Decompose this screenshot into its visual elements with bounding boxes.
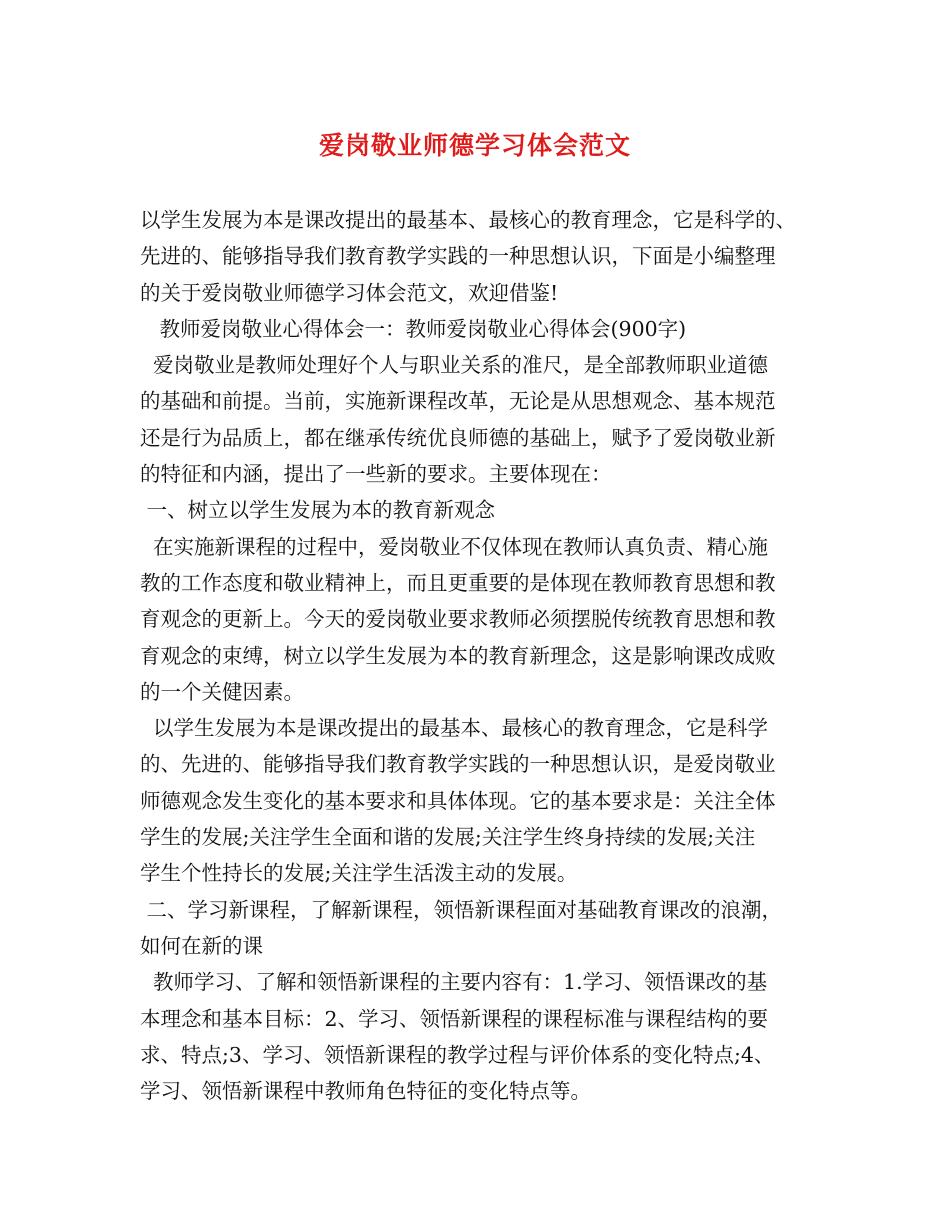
body-line: 爱岗敬业是教师处理好个人与职业关系的准尺，是全部教师职业道德 <box>140 353 769 378</box>
body-line: 的特征和内涵，提出了一些新的要求。主要体现在： <box>140 462 612 487</box>
body-line: 教师学习、了解和领悟新课程的主要内容有：1.学习、领悟课改的基 <box>140 970 768 995</box>
body-line: 学生个性持长的发展;关注学生活泼主动的发展。 <box>140 861 578 886</box>
body-line: 教师爱岗敬业心得体会一：教师爱岗敬业心得体会(900字) <box>140 316 687 341</box>
body-line: 以学生发展为本是课改提出的最基本、最核心的教育理念，它是科学 <box>140 716 769 741</box>
body-line: 师德观念发生变化的基本要求和具体体现。它的基本要求是：关注全体 <box>140 788 776 813</box>
document-title: 爱岗敬业师德学习体会范文 <box>318 131 631 160</box>
body-line: 本理念和基本目标：2、学习、领悟新课程的课程标准与课程结构的要 <box>140 1006 769 1031</box>
body-line: 教的工作态度和敬业精神上，而且更重要的是体现在教师教育思想和教 <box>140 570 776 595</box>
body-line: 求、特点;3、学习、领悟新课程的教学过程与评价体系的变化特点;4、 <box>140 1042 775 1067</box>
body-line: 的关于爱岗敬业师德学习体会范文，欢迎借鉴! <box>140 280 559 305</box>
body-line: 育观念的束缚，树立以学生发展为本的教育新理念，这是影响课改成败 <box>140 643 776 668</box>
body-line: 育观念的更新上。今天的爱岗敬业要求教师必须摆脱传统教育思想和教 <box>140 607 776 632</box>
body-line: 学生的发展;关注学生全面和谐的发展;关注学生终身持续的发展;关注 <box>140 825 756 850</box>
body-line: 还是行为品质上，都在继承传统优良师德的基础上，赋予了爱岗敬业新 <box>140 425 776 450</box>
body-line: 的基础和前提。当前，实施新课程改革，无论是从思想观念、基本规范 <box>140 389 776 414</box>
body-line: 以学生发展为本是课改提出的最基本、最核心的教育理念，它是科学的、 <box>140 208 796 232</box>
document-body <box>140 202 840 1109</box>
body-line: 的一个关健因素。 <box>140 679 304 704</box>
body-line: 的、先进的、能够指导我们教育教学实践的一种思想认识，是爱岗敬业 <box>140 752 776 777</box>
body-line: 在实施新课程的过程中，爱岗敬业不仅体现在教师认真负责、精心施 <box>140 534 769 559</box>
body-line: 如何在新的课 <box>140 933 263 958</box>
section-heading: 二、学习新课程，了解新课程，领悟新课程面对基础教育课改的浪潮， <box>140 897 783 922</box>
body-line: 先进的、能够指导我们教育教学实践的一种思想认识，下面是小编整理 <box>140 244 776 269</box>
body-line: 学习、领悟新课程中教师角色特征的变化特点等。 <box>140 1079 591 1104</box>
section-heading: 一、树立以学生发展为本的教育新观念 <box>140 498 496 523</box>
